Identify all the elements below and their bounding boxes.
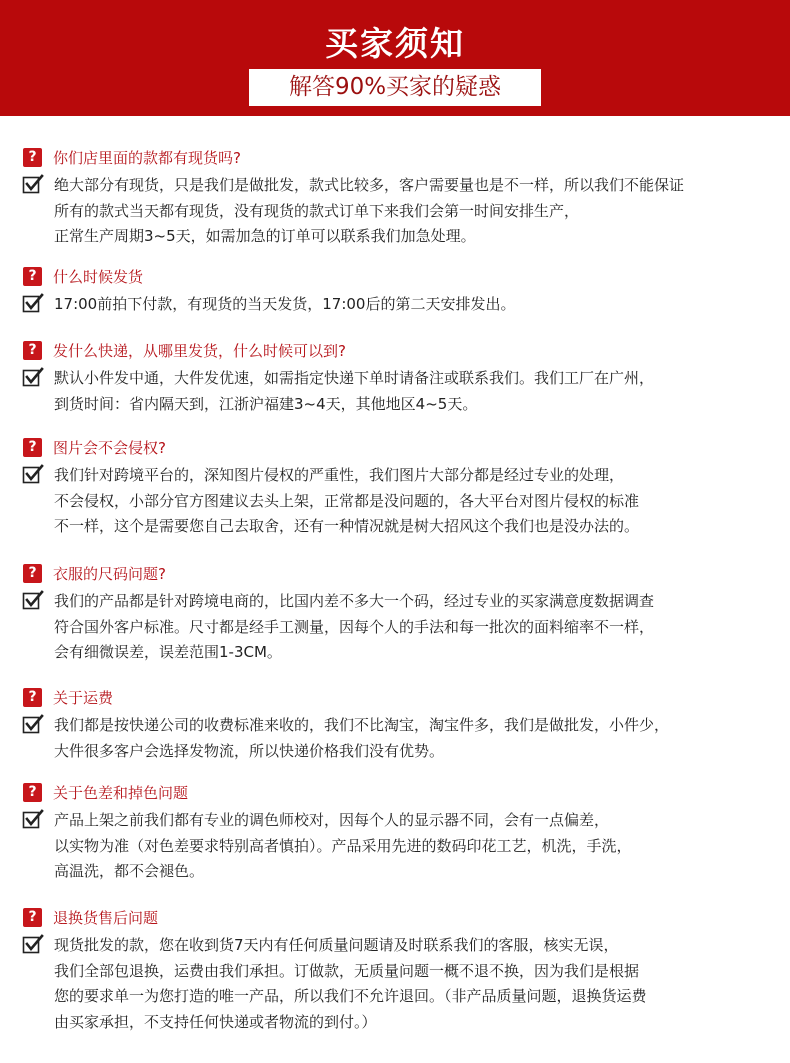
- faq-answer-line: 以实物为准（对色差要求特别高者慎拍）。产品采用先进的数码印花工艺，机洗，手洗，: [54, 836, 632, 855]
- faq-item: [22, 339, 772, 417]
- faq-answer: [22, 808, 772, 885]
- question-mark-icon: ?: [23, 148, 42, 167]
- faq-question: 你们店里面的款都有现货吗?: [53, 148, 241, 167]
- faq-question: 关于运费: [53, 688, 114, 707]
- question-mark-icon: ?: [23, 908, 42, 927]
- faq-item: [22, 562, 772, 666]
- faq-answer-text: [54, 713, 669, 764]
- faq-question: 图片会不会侵权?: [53, 438, 166, 457]
- faq-question-row: [22, 146, 772, 168]
- faq-question: 什么时候发货: [53, 267, 144, 286]
- faq-item: [22, 906, 772, 1035]
- faq-answer-line: 我们针对跨境平台的，深知图片侵权的严重性，我们图片大部分都是经过专业的处理，: [54, 466, 625, 484]
- faq-item: [22, 686, 772, 764]
- page-title: 买家须知: [325, 24, 465, 63]
- faq-item: [22, 436, 772, 540]
- faq-answer-line: 大件很多客户会选择发物流，所以快递价格我们没有优势。: [54, 741, 445, 760]
- faq-answer-text: [54, 463, 639, 540]
- faq-answer: [22, 713, 772, 764]
- faq-answer-line: 不会侵权，小部分官方图建议去头上架，正常都是没问题的，各大平台对图片侵权的标准: [54, 491, 640, 510]
- faq-answer-line: 到货时间：省内隔天到，江浙沪福建3~4天，其他地区4~5天。: [54, 394, 478, 413]
- faq-question: 退换货售后问题: [53, 908, 159, 927]
- subtitle-box: 解答90%买家的疑惑: [249, 69, 541, 106]
- faq-answer-line: 17:00前拍下付款，有现货的当天发货，17:00后的第二天安排发出。: [54, 295, 516, 313]
- checkmark-icon: [22, 293, 44, 315]
- faq-answer-text: [54, 808, 632, 885]
- faq-answer-line: 现货批发的款，您在收到货7天内有任何质量问题请及时联系我们的客服，核实无误，: [54, 936, 619, 954]
- faq-answer-line: 产品上架之前我们都有专业的调色师校对，因每个人的显示器不同，会有一点偏差，: [54, 811, 610, 829]
- faq-item: [22, 265, 772, 318]
- checkmark-icon: [22, 590, 44, 612]
- faq-answer-line: 默认小件发中通，大件发优速，如需指定快递下单时请备注或联系我们。我们工厂在广州，: [54, 369, 655, 387]
- faq-item: [22, 146, 772, 250]
- faq-answer-line: 不一样，这个是需要您自己去取舍，还有一种情况就是树大招风这个我们也是没办法的。: [54, 517, 640, 535]
- faq-answer-line: 符合国外客户标准。尺寸都是经手工测量，因每个人的手法和每一批次的面料缩率不一样，: [54, 617, 655, 636]
- checkmark-icon: [22, 464, 44, 486]
- faq-answer-text: [54, 589, 654, 666]
- faq-question-row: [22, 265, 772, 287]
- faq-answer: [22, 463, 772, 540]
- faq-answer-line: 由买家承担，不支持任何快递或者物流的到付。）: [54, 1012, 377, 1031]
- faq-answer: [22, 933, 772, 1035]
- faq-answer-line: 我们的产品都是针对跨境电商的，比国内差不多大一个码，经过专业的买家满意度数据调查: [54, 592, 655, 610]
- question-mark-icon: ?: [23, 688, 42, 707]
- faq-question-row: [22, 562, 772, 584]
- faq-answer-line: 您的要求单一为您打造的唯一产品，所以我们不允许退回。（非产品质量问题，退换货运费: [54, 987, 647, 1005]
- faq-answer-line: 我们全部包退换，运费由我们承担。订做款，无质量问题一概不退不换，因为我们是根据: [54, 961, 640, 980]
- faq-question-row: [22, 906, 772, 928]
- question-mark-icon: ?: [23, 341, 42, 360]
- faq-question-row: [22, 781, 772, 803]
- faq-answer-line: 会有细微误差，误差范围1-3CM。: [54, 643, 282, 661]
- faq-answer-text: [54, 292, 515, 318]
- checkmark-icon: [22, 714, 44, 736]
- question-mark-icon: ?: [23, 783, 42, 802]
- faq-answer-text: [54, 933, 647, 1035]
- faq-answer-line: 正常生产周期3~5天，如需加急的订单可以联系我们加急处理。: [54, 227, 476, 245]
- checkmark-icon: [22, 174, 44, 196]
- header-banner: [0, 0, 790, 116]
- faq-answer-text: [54, 366, 654, 417]
- faq-answer-line: 绝大部分有现货，只是我们是做批发，款式比较多，客户需要量也是不一样，所以我们不能保证: [54, 176, 685, 194]
- faq-answer-line: 所有的款式当天都有现货，没有现货的款式订单下来我们会第一时间安排生产，: [54, 201, 580, 220]
- question-mark-icon: ?: [23, 267, 42, 286]
- checkmark-icon: [22, 809, 44, 831]
- checkmark-icon: [22, 934, 44, 956]
- faq-answer-line: 我们都是按快递公司的收费标准来收的，我们不比淘宝，淘宝件多，我们是做批发，小件少，: [54, 716, 670, 734]
- faq-answer-text: [54, 173, 684, 250]
- faq-question-row: [22, 686, 772, 708]
- faq-question: 关于色差和掉色问题: [53, 783, 189, 802]
- faq-question: 发什么快递，从哪里发货，什么时候可以到?: [53, 341, 346, 360]
- faq-answer: [22, 173, 772, 250]
- question-mark-icon: ?: [23, 564, 42, 583]
- faq-answer-line: 高温洗，都不会褪色。: [54, 862, 205, 880]
- faq-answer: [22, 366, 772, 417]
- faq-question-row: [22, 436, 772, 458]
- checkmark-icon: [22, 367, 44, 389]
- faq-answer: [22, 292, 772, 318]
- faq-item: [22, 781, 772, 885]
- faq-question: 衣服的尺码问题?: [53, 564, 166, 583]
- faq-question-row: [22, 339, 772, 361]
- question-mark-icon: ?: [23, 438, 42, 457]
- faq-answer: [22, 589, 772, 666]
